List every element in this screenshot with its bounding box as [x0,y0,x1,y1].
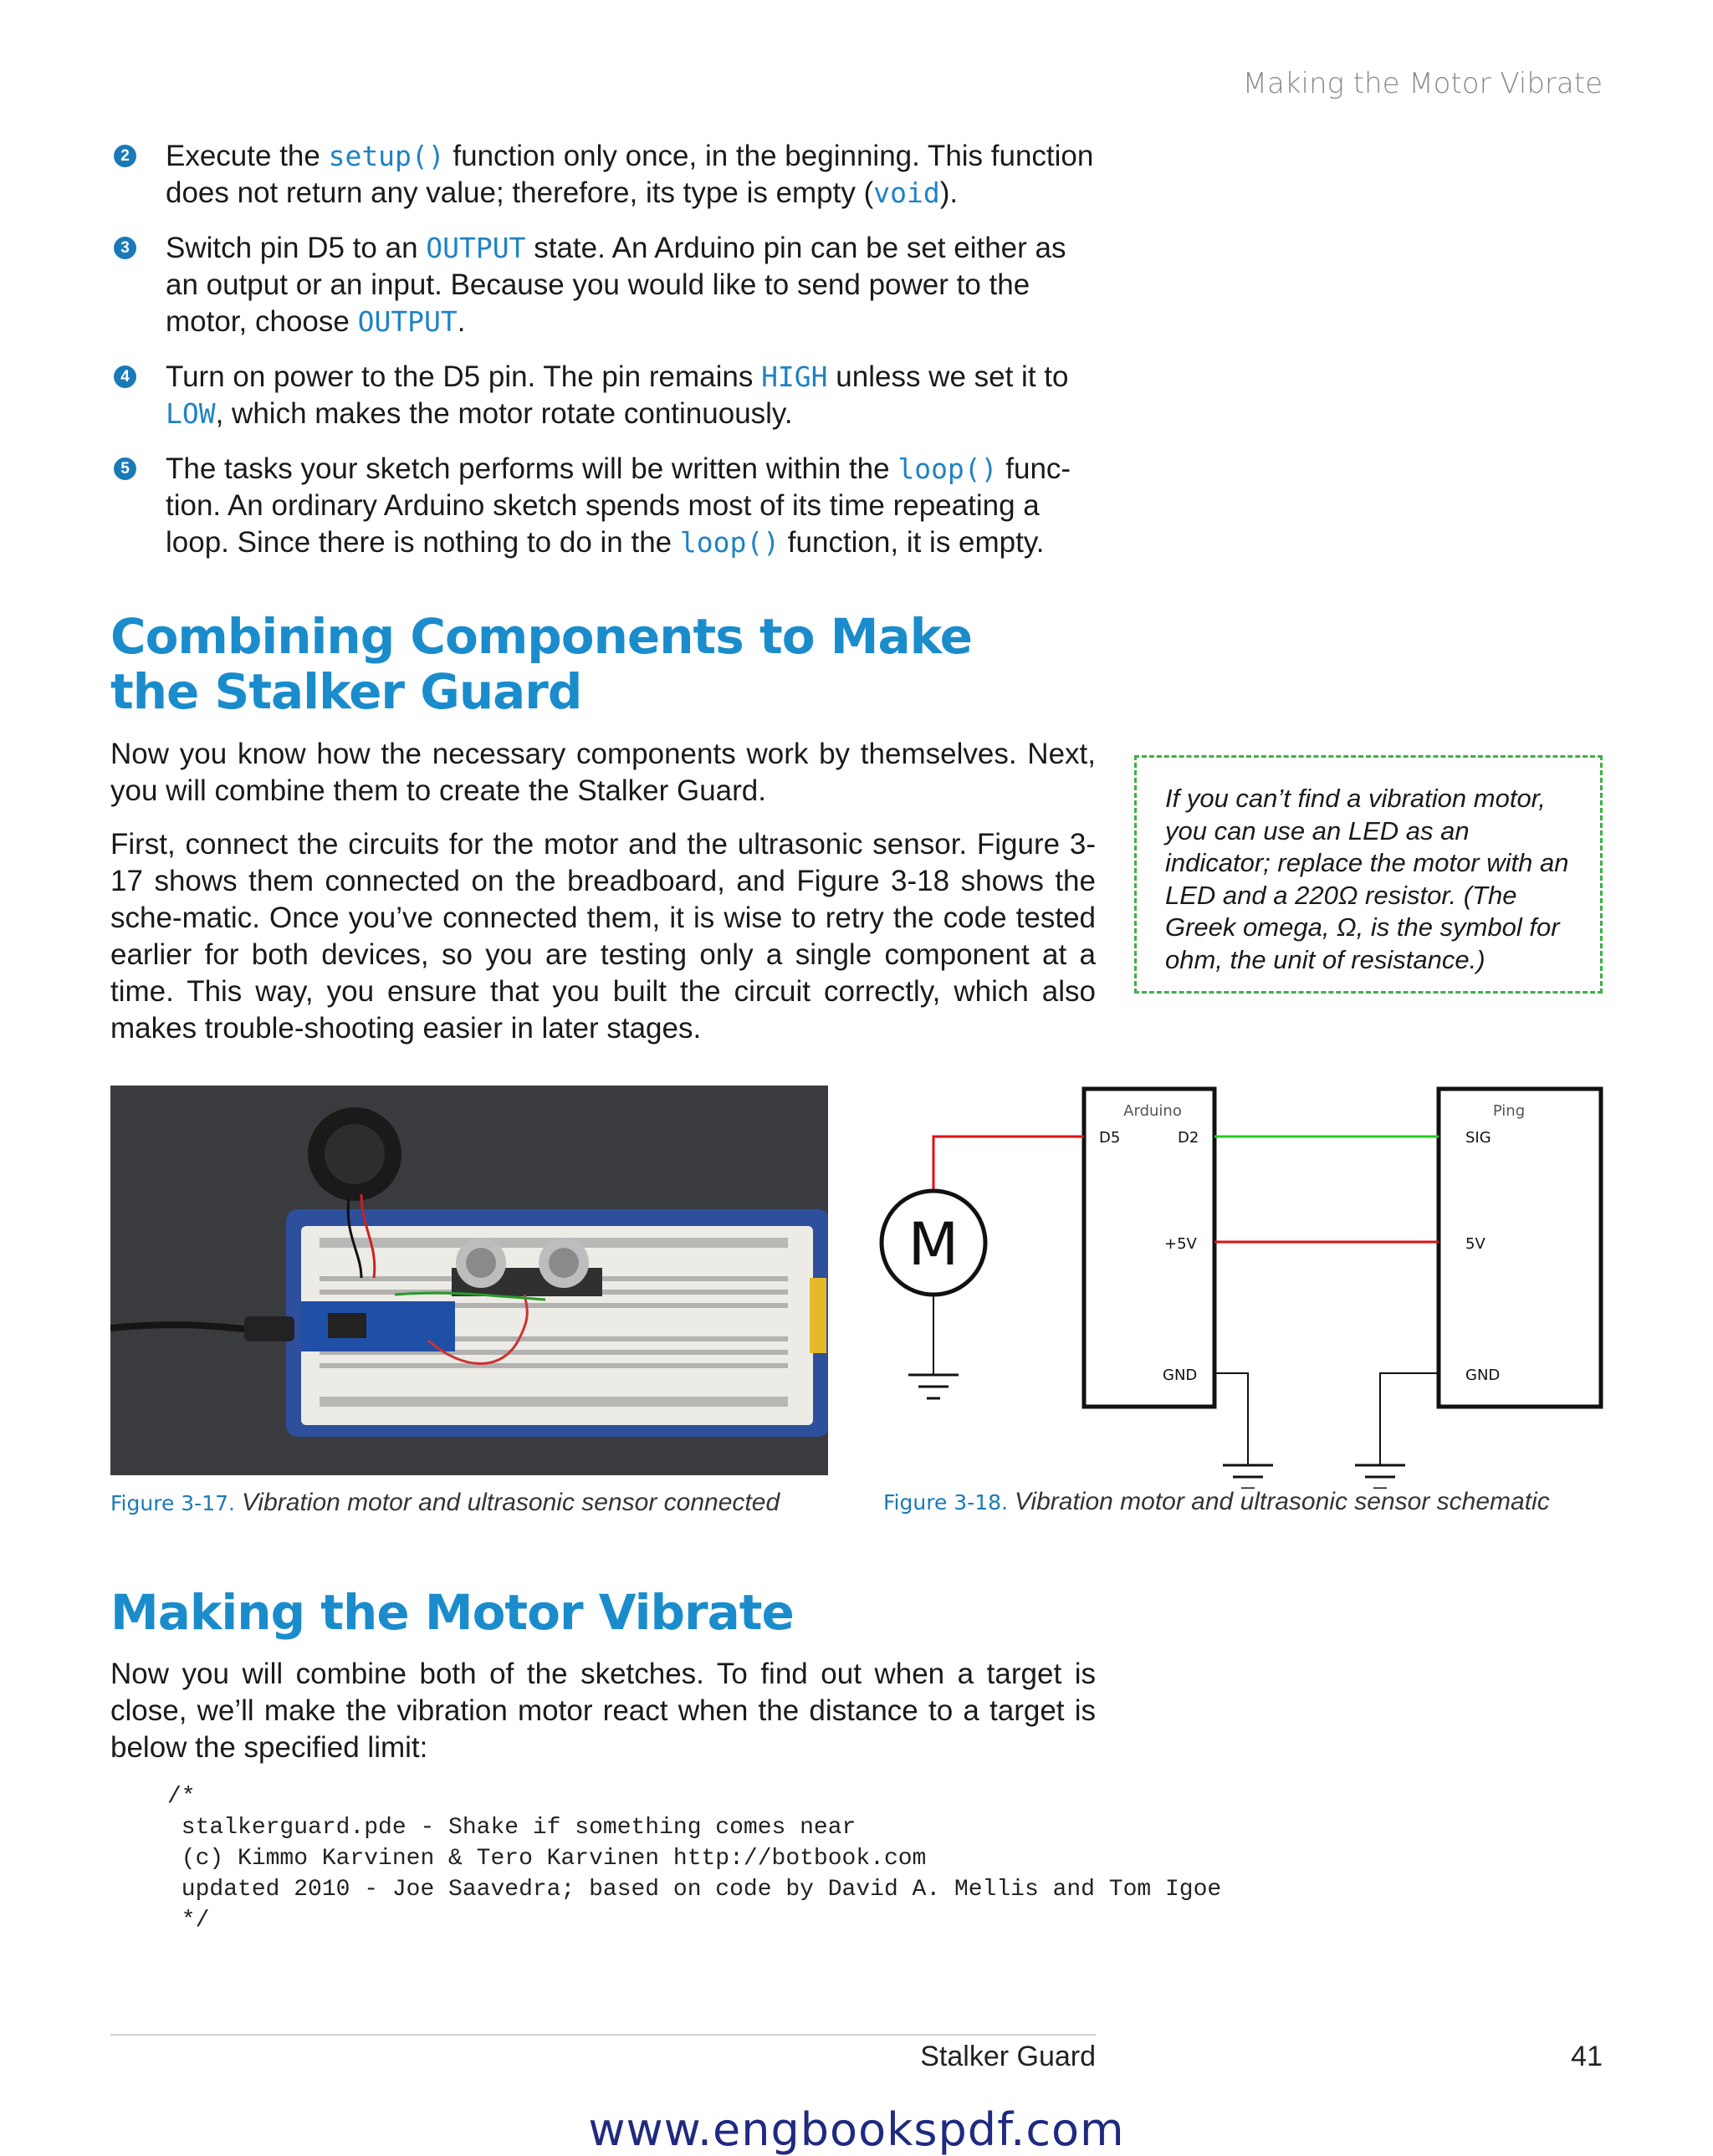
section-body-motor [110,1656,1096,1783]
step-item [110,359,1096,432]
inline-code: loop() [679,526,780,559]
ping-ground-wire [1380,1373,1439,1465]
inline-code: OUTPUT [426,232,526,264]
breadboard-photo-illustration [110,1086,828,1475]
paragraph: First, connect the circuits for the motor and the ultrasonic sensor. Figure 3-17 shows them connected on the breadboard, and Figure 3-18 shows the sche-matic. Once you’ve connected them, it is wise to retry the code tested earlier for both devices, so you are testing only a single component at a time. This way, you ensure that you built the circuit correctly, which also makes trouble-shooting easier in later stages. [110,828,1096,1045]
step-item [110,230,1096,340]
running-head: Making the Motor Vibrate [1242,67,1603,100]
schematic-diagram [870,1079,1606,1489]
footer-rule [110,2034,1096,2036]
pin-d5-label: D5 [1099,1129,1121,1147]
motor-drive-wire [933,1137,1084,1189]
pin-5v-ping-label: 5V [1465,1235,1485,1253]
section-heading-combining [110,609,1096,719]
section-heading [110,609,1096,719]
step-text: Turn on power to the D5 pin. The pin remains HIGH unless we set it to LOW, which makes the motor rotate continuously. [166,360,1069,430]
ground-symbol [908,1375,959,1398]
watermark-url: www.engbookspdf.com [588,2103,1125,2156]
step-text: Execute the setup() function only once, in the beginning. This function does not return any value; therefore, its type is empty (void). [166,140,1094,209]
ground-symbol [1223,1465,1273,1489]
step-list [110,138,1096,580]
paragraph: Now you know how the necessary components work by themselves. Next, you will combine them to create the Stalker Guard. [110,738,1096,807]
inline-code: loop() [897,452,998,485]
pin-5v-label: +5V [1164,1235,1197,1253]
ping-block [1439,1089,1601,1407]
pin-sig-label: SIG [1465,1129,1491,1147]
inline-code: LOW [166,397,216,430]
code-listing: /* stalkerguard.pde - Shake if something comes near (c) Kimmo Karvinen & Tero Karvinen http://botbook.com updated 2010 - Joe Saavedra; based on code by David A. Mellis and Tom Igoe */ [167,1784,1222,1934]
step-number-badge: 4 [114,365,136,388]
figure-caption-text: Vibration motor and ultrasonic sensor schematic [1014,1488,1550,1515]
step-number-badge: 3 [114,237,136,259]
heading-line: the Stalker Guard [110,663,582,720]
step-text: Switch pin D5 to an OUTPUT state. An Arduino pin can be set either as an output or an input. Because you would like to send power to the motor, choose OUTPUT. [166,232,1066,338]
figure-label: Figure 3-18. [883,1490,1008,1515]
figure-17-caption [110,1489,780,1517]
figure-caption-text: Vibration motor and ultrasonic sensor connected [241,1489,780,1516]
inline-code: setup() [328,140,445,172]
ping-label: Ping [1492,1102,1526,1120]
inline-code: HIGH [761,360,828,393]
inline-code: void [873,176,940,209]
step-text: The tasks your sketch performs will be written within the loop() func-tion. An ordinary Arduino sketch spends most of its time repeating a loop. Since there is nothing to do in the loop() function, it is empty. [166,452,1071,559]
step-number-badge: 5 [114,457,136,480]
section-body-combining [110,736,1096,1064]
step-item [110,138,1096,212]
pin-gnd-ping-label: GND [1465,1367,1501,1384]
heading-line: Combining Components to Make [110,608,972,665]
pin-gnd-label: GND [1163,1367,1198,1384]
inline-code: OUTPUT [357,305,458,338]
motor-letter: M [908,1210,959,1279]
pin-d2-label: D2 [1178,1129,1199,1147]
section-heading: Making the Motor Vibrate [110,1584,794,1641]
arduino-label: Arduino [1123,1102,1182,1120]
paragraph: Now you will combine both of the sketches. To find out when a target is close, we’ll make the vibration motor react when the distance to a target is below the specified limit: [110,1658,1096,1764]
figure-18-caption [883,1488,1550,1516]
breadboard-photo [110,1086,828,1475]
sidebar-note: If you can’t find a vibration motor, you can use an LED as an indicator; replace the motor with an LED and a 220Ω resistor. (The Greek omega, Ω, is the symbol for ohm, the unit of resistance.) [1134,755,1603,994]
step-item [110,451,1096,561]
figure-label: Figure 3-17. [110,1491,235,1515]
step-number-badge: 2 [114,145,136,167]
arduino-ground-wire [1214,1373,1248,1465]
footer-chapter-title: Stalker Guard [920,2041,1096,2072]
ground-symbol [1355,1465,1405,1489]
section-heading-motor [110,1585,1096,1640]
page-number: 41 [1571,2041,1603,2072]
